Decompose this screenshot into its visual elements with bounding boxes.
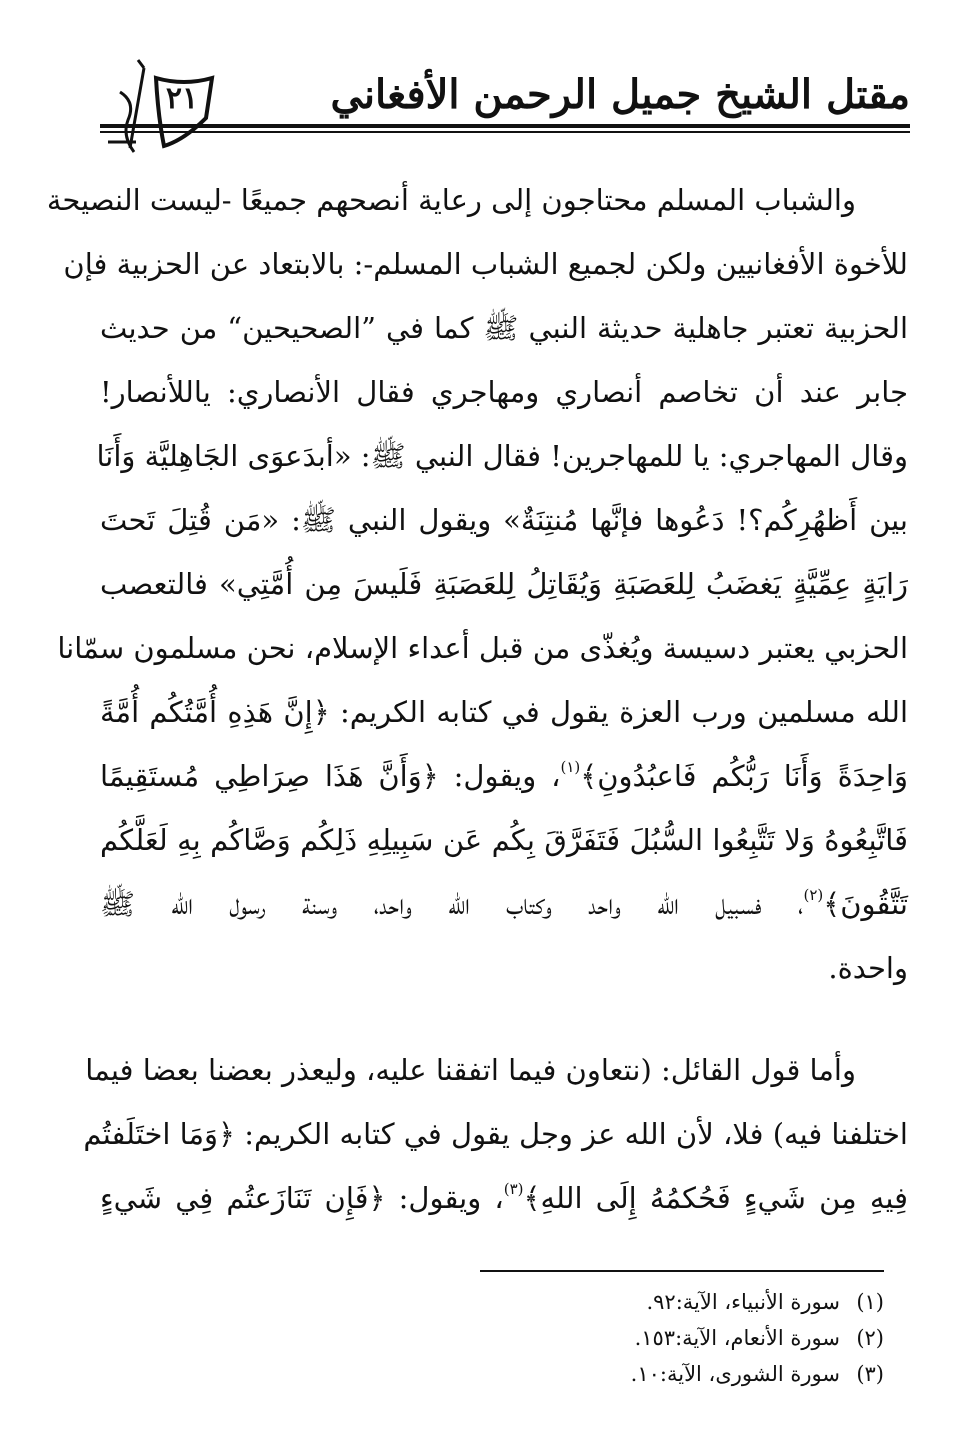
footnote-ref-3: (٣) bbox=[503, 1180, 524, 1198]
verse-text: تَتَّقُونَ﴾ bbox=[823, 887, 908, 921]
header-rule-thin bbox=[100, 131, 910, 133]
footnote-separator bbox=[480, 1270, 884, 1272]
footnote-ref-1: (١) bbox=[560, 758, 581, 776]
text-fragment: ، ويقول: ﴿فَإِن تَنَازَعتُم فِي شَيءٍ bbox=[100, 1181, 504, 1215]
text-line: للأخوة الأفغانيين ولكن لجميع الشباب المسلم-: بالابتعاد عن الحزبية فإن bbox=[63, 247, 908, 281]
text-line: بين أَظهُرِكُم؟! دَعُوها فإنَّها مُنتِنَةٌ» ويقول النبي ﷺ: «مَن قُتِلَ تَحتَ bbox=[100, 503, 908, 537]
text-line: واحدة. bbox=[828, 951, 908, 985]
text-fragment: ، ويقول: ﴿وَأَنَّ هَذَا صِرَاطِي مُستَقِيمًا bbox=[100, 759, 561, 793]
footnote-text: سورة الشورى، الآية:١٠. bbox=[630, 1362, 840, 1386]
footnote-text: سورة الأنبياء، الآية:٩٢. bbox=[646, 1290, 840, 1314]
header-rule-thick bbox=[100, 124, 910, 128]
text-line: الله مسلمين ورب العزة يقول في كتابه الكريم: ﴿إِنَّ هَذِهِ أُمَّتُكُم أُمَّةً bbox=[100, 695, 908, 729]
footnote-number: (٢) bbox=[856, 1326, 884, 1350]
text-line bbox=[100, 744, 908, 808]
text-fragment: ، فسبيل الله واحد وكتاب الله واحد، وسنة رسول الله ﷺ bbox=[100, 887, 804, 921]
verse-text: وَاحِدَةً وَأَنَا رَبُّكُم فَاعبُدُونِ﴾ bbox=[580, 759, 908, 793]
page-number: ٢١ bbox=[165, 81, 199, 116]
footnote-number: (١) bbox=[856, 1290, 884, 1314]
page-header bbox=[100, 56, 910, 166]
footnote-item bbox=[480, 1320, 884, 1356]
footnote-number: (٣) bbox=[856, 1362, 884, 1386]
text-line: الحزبي يعتبر دسيسة ويُغذّى من قبل أعداء الإسلام، نحن مسلمون سمّانا bbox=[57, 631, 908, 665]
text-line: فَاتَّبِعُوهُ وَلا تَتَّبِعُوا السُّبُلَ فَتَفَرَّقَ بِكُم عَن سَبِيلِهِ ذَلِكُم وَصَّاكُم بِهِ لَعَلَّكُم bbox=[100, 823, 908, 857]
footnote-item bbox=[480, 1284, 884, 1320]
running-title: مقتل الشيخ جميل الرحمن الأفغاني bbox=[330, 71, 910, 118]
text-line: اختلفنا فيه) فلا، لأن الله عز وجل يقول في كتابه الكريم: ﴿وَمَا اختَلَفتُم bbox=[83, 1117, 908, 1151]
text-line: رَايَةٍ عِمِّيَّةٍ يَغضَبُ لِلعَصَبَةِ وَيُقَاتِلُ لِلعَصَبَةِ فَلَيسَ مِن أُمَّتِي» فالتعصب bbox=[100, 567, 908, 601]
text-line: والشباب المسلم محتاجون إلى رعاية أنصحهم جميعًا -ليست النصيحة bbox=[46, 183, 856, 217]
footnote-item bbox=[480, 1356, 884, 1392]
text-line: الحزبية تعتبر جاهلية حديثة النبي ﷺ كما في ”الصحيحين“ من حديث bbox=[100, 311, 908, 345]
text-line: وأما قول القائل: (نتعاون فيما اتفقنا عليه، وليعذر بعضنا بعضا فيما bbox=[85, 1053, 856, 1087]
text-line bbox=[100, 1166, 908, 1230]
footnote-text: سورة الأنعام، الآية:١٥٣. bbox=[634, 1326, 840, 1350]
text-line: جابر عند أن تخاصم أنصاري ومهاجري فقال الأنصاري: ياللأنصار! bbox=[100, 375, 908, 409]
verse-text: فِيهِ مِن شَيءٍ فَحُكمُهُ إِلَى اللهِ﴾ bbox=[523, 1181, 908, 1215]
text-line: وقال المهاجري: يا للمهاجرين! فقال النبي ﷺ: «أبدَعوَى الجَاهِليَّة وَأَنَا bbox=[96, 439, 908, 473]
text-line bbox=[100, 872, 908, 936]
main-text bbox=[46, 168, 908, 1230]
footnotes bbox=[480, 1284, 884, 1392]
footnote-ref-2: (٢) bbox=[803, 886, 824, 904]
